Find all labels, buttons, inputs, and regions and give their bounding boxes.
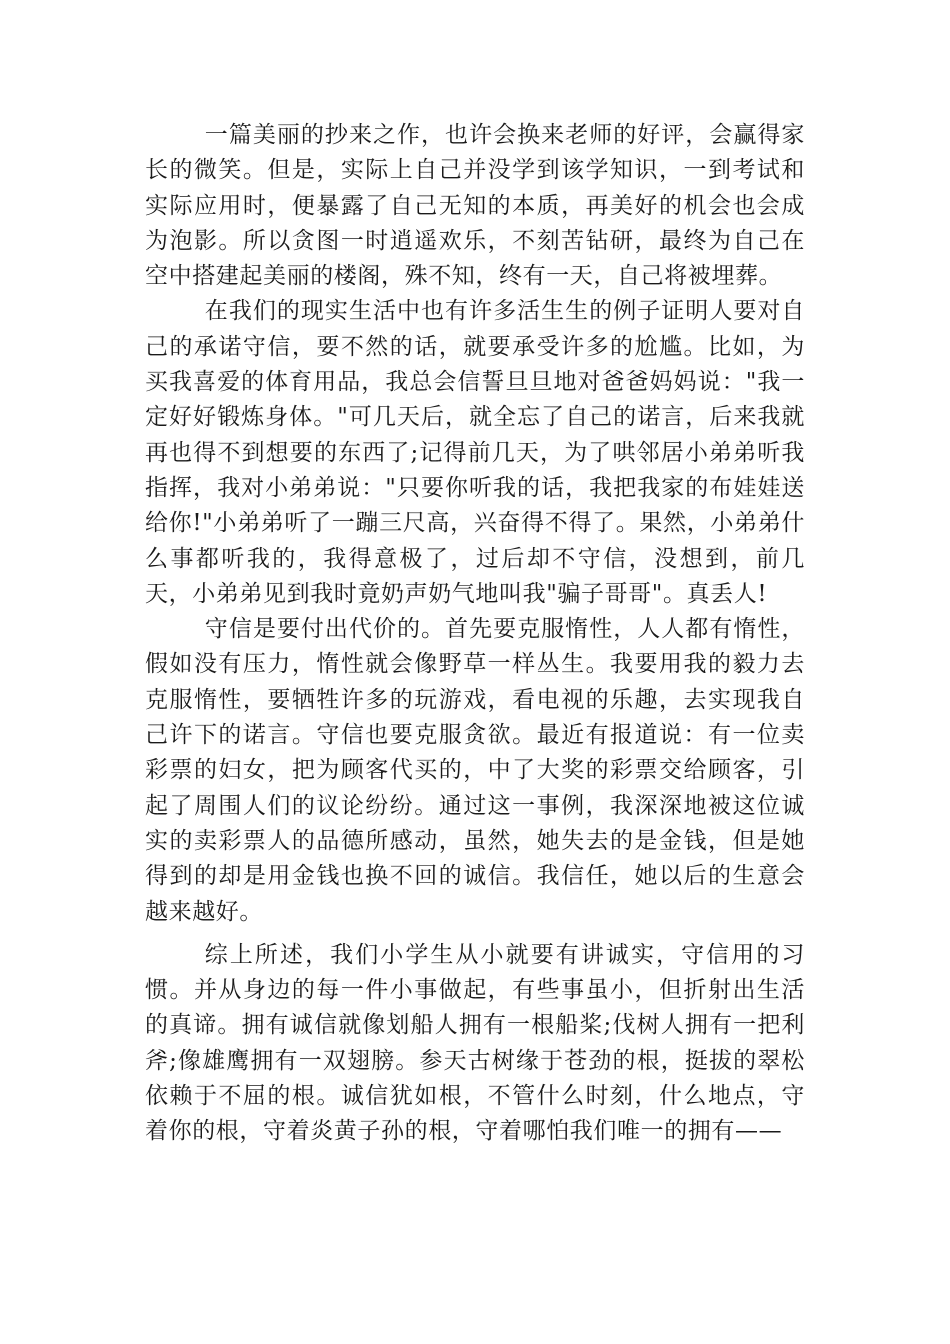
- document-body: [145, 118, 805, 1150]
- paragraph-3: 守信是要付出代价的。首先要克服惰性，人人都有惰性，假如没有压力，惰性就会像野草一样丛生。我要用我的毅力去克服惰性，要牺牲许多的玩游戏，看电视的乐趣，去实现我自己许下的诺言。守信也要克服贪欲。最近有报道说：有一位卖彩票的妇女，把为顾客代买的，中了大奖的彩票交给顾客，引起了周围人们的议论纷纷。通过这一事例，我深深地被这位诚实的卖彩票人的品德所感动，虽然，她失去的是金钱，但是她得到的却是用金钱也换不回的诚信。我信任，她以后的生意会越来越好。: [145, 616, 805, 925]
- paragraph-4: 综上所述，我们小学生从小就要有讲诚实，守信用的习惯。并从身边的每一件小事做起，有些事虽小，但折射出生活的真谛。拥有诚信就像划船人拥有一根船桨;伐树人拥有一把利斧;像雄鹰拥有一双翅膀。参天古树缘于苍劲的根，挺拔的翠松依赖于不屈的根。诚信犹如根，不管什么时刻，什么地点，守着你的根，守着炎黄子孙的根，守着哪怕我们唯一的拥有——: [145, 941, 805, 1145]
- paragraph-2: 在我们的现实生活中也有许多活生生的例子证明人要对自己的承诺守信，要不然的话，就要承受许多的尬尴。比如，为买我喜爱的体育用品，我总会信誓旦旦地对爸爸妈妈说："我一定好好锻炼身体。"可几天后，就全忘了自己的诺言，后来我就再也得不到想要的东西了;记得前几天，为了哄邻居小弟弟听我指挥，我对小弟弟说："只要你听我的话，我把我家的布娃娃送给你!"小弟弟听了一蹦三尺高，兴奋得不得了。果然，小弟弟什么事都听我的，我得意极了，过后却不守信，没想到，前几天，小弟弟见到我时竟奶声奶气地叫我"骗子哥哥"。真丢人!: [145, 298, 805, 607]
- paragraph-1: 一篇美丽的抄来之作，也许会换来老师的好评，会赢得家长的微笑。但是，实际上自己并没学到该学知识，一到考试和实际应用时，便暴露了自己无知的本质，再美好的机会也会成为泡影。所以贪图一时逍遥欢乐，不刻苦钻研，最终为自己在空中搭建起美丽的楼阁，殊不知，终有一天，自己将被埋葬。: [145, 122, 805, 290]
